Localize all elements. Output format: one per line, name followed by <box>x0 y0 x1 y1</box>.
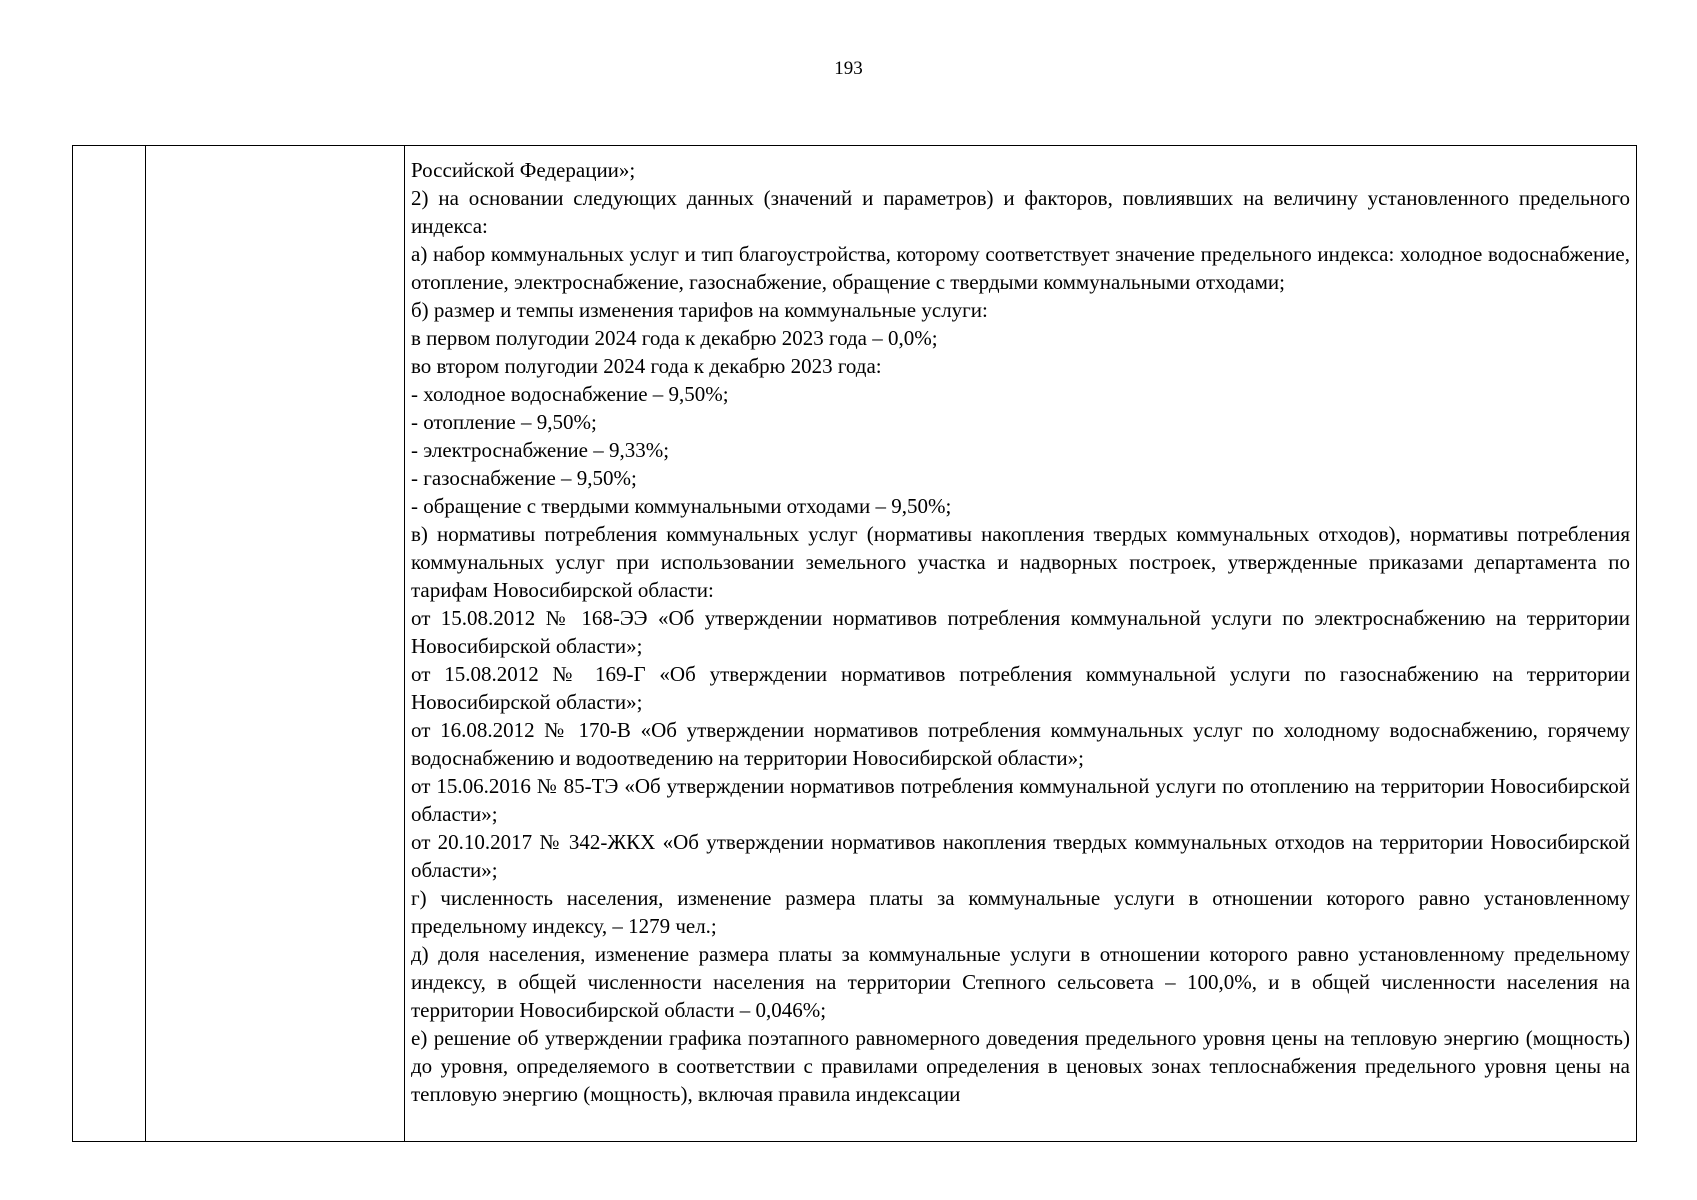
paragraph: от 20.10.2017 № 342-ЖКХ «Об утверждении нормативов накопления твердых коммунальных отходов на территории Новосибирской области»; <box>411 830 1630 882</box>
table-cell-name <box>146 146 405 1142</box>
paragraph: б) размер и темпы изменения тарифов на коммунальные услуги: <box>411 298 988 322</box>
paragraph: от 15.08.2012 № 168-ЭЭ «Об утверждении нормативов потребления коммунальной услуги по электроснабжению на территории Новосибирской области»; <box>411 606 1630 658</box>
paragraph: - газоснабжение – 9,50%; <box>411 466 637 490</box>
paragraph: от 15.06.2016 № 85-ТЭ «Об утверждении нормативов потребления коммунальной услуги по отоплению на территории Новосибирской области»; <box>411 774 1630 826</box>
paragraph: 2) на основании следующих данных (значений и параметров) и факторов, повлиявших на величину установленного предельного индекса: <box>411 186 1630 238</box>
paragraph: е) решение об утверждении графика поэтапного равномерного доведения предельного уровня цены на тепловую энергию (мощность) до уровня, определяемого в соответствии с правилами определения в ценовых зонах теплоснабжения предельного уровня цены на тепловую энергию (мощность), включая правила индексации <box>411 1026 1630 1106</box>
table-row <box>73 146 1637 1142</box>
paragraph: д) доля населения, изменение размера платы за коммунальные услуги в отношении которого равно установленному предельному индексу, в общей численности населения на территории Степного сельсовета – 100,0%, и в общей численности населения на территории Новосибирской области – 0,046%; <box>411 942 1630 1022</box>
paragraph: - отопление – 9,50%; <box>411 410 597 434</box>
paragraph: - электроснабжение – 9,33%; <box>411 438 670 462</box>
paragraph: Российской Федерации»; <box>411 158 636 182</box>
table-cell-number <box>73 146 146 1142</box>
paragraph: г) численность населения, изменение размера платы за коммунальные услуги в отношении которого равно установленному предельному индексу, – 1279 чел.; <box>411 886 1630 938</box>
table-cell-content <box>405 146 1637 1142</box>
paragraph: в первом полугодии 2024 года к декабрю 2023 года – 0,0%; <box>411 326 938 350</box>
paragraph: от 16.08.2012 № 170-В «Об утверждении нормативов потребления коммунальных услуг по холодному водоснабжению, горячему водоснабжению и водоотведению на территории Новосибирской области»; <box>411 718 1630 770</box>
paragraph: в) нормативы потребления коммунальных услуг (нормативы накопления твердых коммунальных отходов), нормативы потребления коммунальных услуг при использовании земельного участка и надворных построек, утвержденные приказами департамента по тарифам Новосибирской области: <box>411 522 1630 602</box>
document-table <box>72 145 1637 1142</box>
page-number: 193 <box>834 58 863 79</box>
paragraph: - обращение с твердыми коммунальными отходами – 9,50%; <box>411 494 952 518</box>
paragraph: - холодное водоснабжение – 9,50%; <box>411 382 729 406</box>
paragraph: во втором полугодии 2024 года к декабрю 2023 года: <box>411 354 882 378</box>
paragraph: от 15.08.2012 № 169-Г «Об утверждении нормативов потребления коммунальной услуги по газоснабжению на территории Новосибирской области»; <box>411 662 1630 714</box>
paragraph: а) набор коммунальных услуг и тип благоустройства, которому соответствует значение предельного индекса: холодное водоснабжение, отопление, электроснабжение, газоснабжение, обращение с твердыми коммунальными отходами; <box>411 242 1630 294</box>
